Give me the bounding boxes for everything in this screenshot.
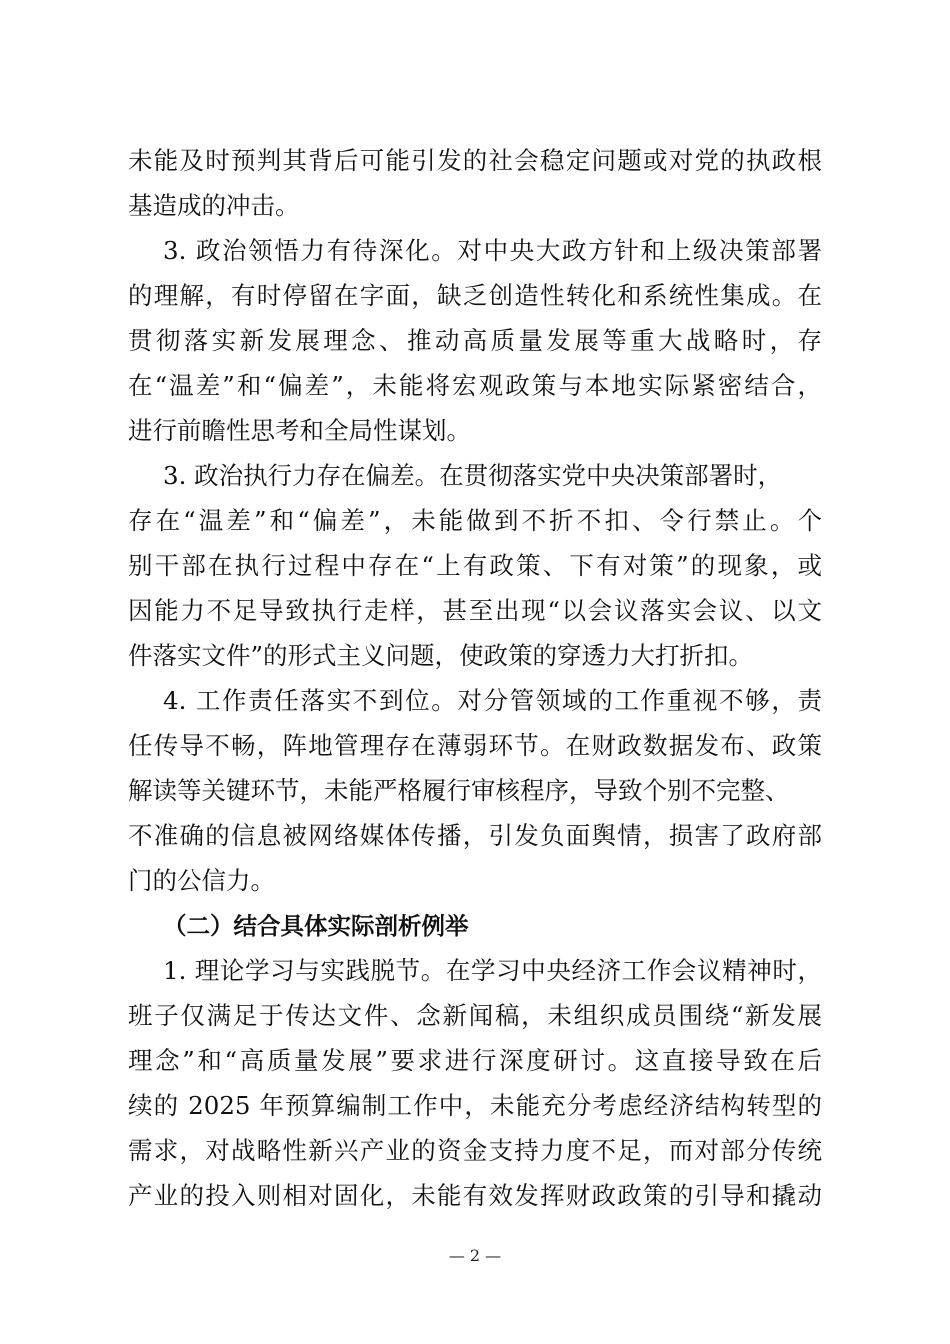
- body-text-line: 基造成的冲击。: [128, 191, 300, 220]
- section-heading: （二）结合具体实际剖析例举: [163, 912, 469, 940]
- body-text-line: 续的 2025 年预算编制工作中，未能充分考虑经济结构转型的: [128, 1091, 822, 1120]
- body-text-line: 任传导不畅，阵地管理存在薄弱环节。在财政数据发布、政策: [128, 731, 822, 760]
- body-text-line: 因能力不足导致执行走样，甚至出现“以会议落实会议、以文: [128, 596, 822, 625]
- body-text-line: 门的公信力。: [128, 866, 275, 895]
- body-text-line: 未能及时预判其背后可能引发的社会稳定问题或对党的执政根: [128, 146, 822, 175]
- body-text-line: 的理解，有时停留在字面，缺乏创造性转化和系统性集成。在: [128, 281, 822, 310]
- body-text-line: 进行前瞻性思考和全局性谋划。: [128, 416, 471, 445]
- body-text-line: 不准确的信息被网络媒体传播，引发负面舆情，损害了政府部: [128, 821, 822, 850]
- body-text-line: 3. 政治领悟力有待深化。对中央大政方针和上级决策部署: [163, 236, 822, 265]
- body-text-line: 别干部在执行过程中存在“上有政策、下有对策”的现象，或: [128, 551, 822, 580]
- page-number: — 2 —: [448, 1246, 502, 1265]
- body-text-line: 1. 理论学习与实践脱节。在学习中央经济工作会议精神时，: [163, 956, 822, 985]
- body-text-line: 需求，对战略性新兴产业的资金支持力度不足，而对部分传统: [128, 1136, 822, 1165]
- body-text-line: 存在“温差”和“偏差”，未能做到不折不扣、令行禁止。个: [128, 506, 822, 535]
- body-text-line: 贯彻落实新发展理念、推动高质量发展等重大战略时，存: [128, 326, 822, 355]
- body-text-line: 理念”和“高质量发展”要求进行深度研讨。这直接导致在后: [128, 1046, 822, 1075]
- body-text-line: 产业的投入则相对固化，未能有效发挥财政政策的引导和撬动: [128, 1181, 822, 1210]
- body-text-line: 解读等关键环节，未能严格履行审核程序，导致个别不完整、: [128, 776, 790, 805]
- body-text-line: 在“温差”和“偏差”，未能将宏观政策与本地实际紧密结合，: [128, 371, 822, 400]
- body-text-line: 件落实文件”的形式主义问题，使政策的穿透力大打折扣。: [128, 641, 754, 670]
- body-text-line: 4. 工作责任落实不到位。对分管领域的工作重视不够，责: [163, 686, 822, 715]
- body-text-line: 班子仅满足于传达文件、念新闻稿，未组织成员围绕“新发展: [128, 1001, 822, 1030]
- body-text-line: 3. 政治执行力存在偏差。在贯彻落实党中央决策部署时，: [163, 461, 783, 490]
